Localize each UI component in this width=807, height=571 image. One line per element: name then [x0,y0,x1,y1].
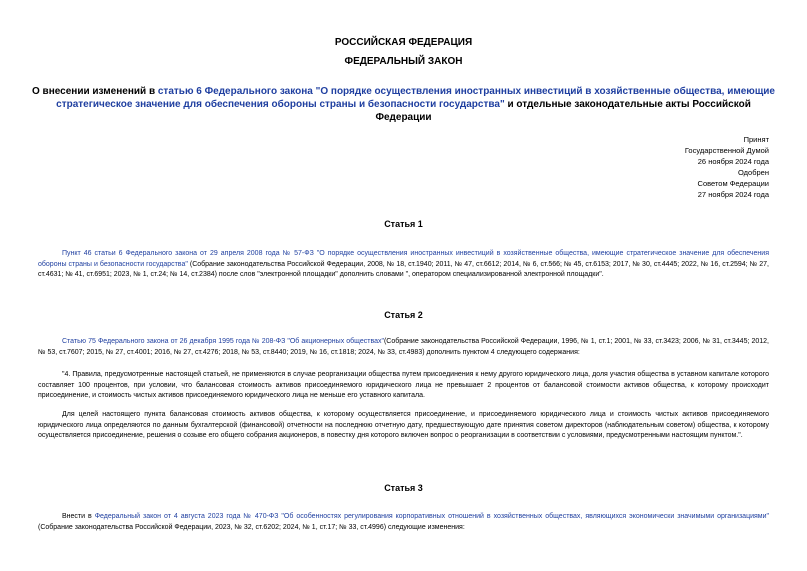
law-title-link[interactable]: статью 6 Федерального закона "О порядке осуществления иностранных инвестиций в хозяйственные общества, имеющие стратегическое значение для обеспечения обороны страны и безопасности государства" [56,86,775,110]
article-2-heading: Статья 2 [384,310,423,320]
article-3-link[interactable]: Федеральный закон от 4 августа 2023 года № 470-ФЗ "Об особенностях регулирования корпоративных отношений в хозяйственных обществах, являющихся экономически значимыми организациями" [94,513,769,520]
approved-date: 27 ноября 2024 года [697,190,769,199]
article-3-text [38,512,769,533]
article-2-quote-1: "4. Правила, предусмотренные настоящей статьей, не применяются в случае реорганизации общества путем присоединения к нему другого юридического лица, доля участия общества в уставном капитале которого составляет 100 процентов, при условии, что балансовая стоимость активов присоединяемого юридического лица не превышает 2 процентов от балансовой стоимости активов общества, к которому происходит присоединение, и стоимость чистых активов присоединяемого юридического лица не меньше его уставного капитала. [38,371,769,399]
article-3-body: (Собрание законодательства Российской Федерации, 2023, № 32, ст.6202; 2024, № 1, ст.17; № 33, ст.4996) следующие изменения: [38,523,465,531]
adopted-by: Государственной Думой [684,146,769,155]
article-2-text [38,337,769,358]
approved-by: Советом Федерации [697,179,769,188]
article-3-prefix: Внести в [62,513,95,520]
approved-label: Одобрен [738,168,769,177]
article-3-heading: Статья 3 [384,483,423,493]
article-1-heading: Статья 1 [384,219,423,229]
country-heading: РОССИЙСКАЯ ФЕДЕРАЦИЯ [334,37,473,48]
article-2-quote-2: Для целей настоящего пункта балансовая стоимость активов общества, к которому осуществляется присоединение, и присоединяемого юридического лица и стоимость чистых активов присоединяемого юридического лица определяются по данным бухгалтерской (финансовой) отчетности на последнюю отчетную дату, предшествующую дате принятия советом директоров (наблюдательным советом) общества, к которому осуществляется присоединение, решения о созыве его общего собрания акционеров, в повестку дня которого включен вопрос о реорганизации в соответствии с условиями, предусмотренными настоящим пунктом.". [38,411,769,439]
article-2-link[interactable]: Статью 75 Федерального закона от 26 декабря 1995 года № 208-ФЗ "Об акционерных обществах" [62,338,384,345]
adoption-block [569,134,769,200]
law-title-suffix: и отдельные законодательные акты Российской Федерации [375,99,751,123]
article-1-body: (Собрание законодательства Российской Федерации, 2008, № 18, ст.1940; 2011, № 47, ст.6612; 2014, № 6, ст.566; № 45, ст.6153; 2017, № 30, ст.4445; 2022, № 16, ст.2594; № 27, ст.4631; № 41, ст.6951; 2023, № 1, ст.24; № 14, ст.2384) после слов "электронной площадки" дополнить словами ", оператором специализированной электронной площадки". [38,260,769,278]
adopted-date: 26 ноября 2024 года [697,157,769,166]
article-1-link[interactable]: Пункт 46 статьи 6 Федерального закона от 29 апреля 2008 года № 57-ФЗ "О порядке осуществления иностранных инвестиций в хозяйственные общества, имеющие стратегическое значение для обеспечения обороны страны и безопасности государства" [38,250,769,268]
law-title [30,85,777,124]
article-1-text [38,249,769,281]
article-2-body: (Собрание законодательства Российской Федерации, 1996, № 1, ст.1; 2001, № 33, ст.3423; 2006, № 31, ст.3445; 2012, № 53, ст.7607; 2015, № 27, ст.4001; 2016, № 27, ст.4276; 2018, № 53, ст.8440; 2019, № 16, ст.1818; 2024, № 33, ст.4983) дополнить пунктом 4 следующего содержания: [38,338,769,356]
law-title-prefix: О внесении изменений в [31,86,158,97]
law-type-heading: ФЕДЕРАЛЬНЫЙ ЗАКОН [344,56,463,67]
adopted-label: Принят [743,135,769,144]
